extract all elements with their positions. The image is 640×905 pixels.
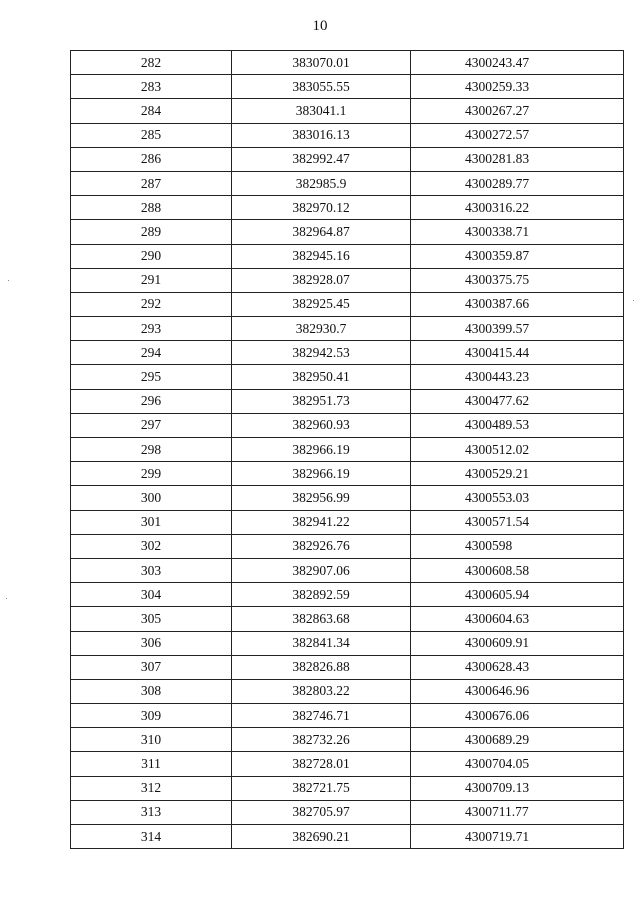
x-coordinate-cell: 382930.7 [232,317,411,341]
table-row [71,123,624,147]
y-coordinate-cell: 4300608.58 [411,558,624,582]
point-number-cell: 301 [71,510,232,534]
point-number-cell: 314 [71,825,232,849]
table-row [71,292,624,316]
x-coordinate-cell: 382985.9 [232,171,411,195]
y-coordinate-cell: 4300711.77 [411,800,624,824]
scan-speck [8,280,9,281]
point-number-cell: 312 [71,776,232,800]
y-coordinate-cell: 4300676.06 [411,704,624,728]
point-number-cell: 284 [71,99,232,123]
point-number-cell: 300 [71,486,232,510]
table-row [71,75,624,99]
table-row [71,365,624,389]
x-coordinate-cell: 382942.53 [232,341,411,365]
y-coordinate-cell: 4300359.87 [411,244,624,268]
point-number-cell: 282 [71,51,232,75]
y-coordinate-cell: 4300259.33 [411,75,624,99]
table-row [71,655,624,679]
x-coordinate-cell: 382732.26 [232,728,411,752]
y-coordinate-cell: 4300267.27 [411,99,624,123]
table-row [71,244,624,268]
table-row [71,776,624,800]
point-number-cell: 283 [71,75,232,99]
table-row [71,607,624,631]
x-coordinate-cell: 383070.01 [232,51,411,75]
x-coordinate-cell: 382926.76 [232,534,411,558]
y-coordinate-cell: 4300571.54 [411,510,624,534]
x-coordinate-cell: 382690.21 [232,825,411,849]
y-coordinate-cell: 4300605.94 [411,583,624,607]
point-number-cell: 304 [71,583,232,607]
y-coordinate-cell: 4300512.02 [411,438,624,462]
y-coordinate-cell: 4300689.29 [411,728,624,752]
table-row [71,147,624,171]
table-row [71,196,624,220]
x-coordinate-cell: 382705.97 [232,800,411,824]
point-number-cell: 311 [71,752,232,776]
y-coordinate-cell: 4300415.44 [411,341,624,365]
point-number-cell: 292 [71,292,232,316]
table-row [71,825,624,849]
point-number-cell: 297 [71,413,232,437]
y-coordinate-cell: 4300646.96 [411,679,624,703]
x-coordinate-cell: 382966.19 [232,438,411,462]
point-number-cell: 291 [71,268,232,292]
table-row [71,413,624,437]
table-row [71,534,624,558]
coordinates-table-body [71,51,624,849]
x-coordinate-cell: 382966.19 [232,462,411,486]
x-coordinate-cell: 382925.45 [232,292,411,316]
x-coordinate-cell: 382721.75 [232,776,411,800]
point-number-cell: 288 [71,196,232,220]
table-row [71,631,624,655]
x-coordinate-cell: 382951.73 [232,389,411,413]
table-row [71,268,624,292]
point-number-cell: 306 [71,631,232,655]
table-row [71,558,624,582]
x-coordinate-cell: 382960.93 [232,413,411,437]
table-row [71,171,624,195]
x-coordinate-cell: 382826.88 [232,655,411,679]
table-row [71,486,624,510]
scan-speck [633,300,634,301]
x-coordinate-cell: 382964.87 [232,220,411,244]
y-coordinate-cell: 4300316.22 [411,196,624,220]
x-coordinate-cell: 382941.22 [232,510,411,534]
point-number-cell: 310 [71,728,232,752]
table-row [71,583,624,607]
point-number-cell: 287 [71,171,232,195]
table-row [71,800,624,824]
x-coordinate-cell: 382746.71 [232,704,411,728]
table-row [71,752,624,776]
y-coordinate-cell: 4300609.91 [411,631,624,655]
x-coordinate-cell: 382728.01 [232,752,411,776]
x-coordinate-cell: 382950.41 [232,365,411,389]
x-coordinate-cell: 382863.68 [232,607,411,631]
y-coordinate-cell: 4300399.57 [411,317,624,341]
point-number-cell: 299 [71,462,232,486]
x-coordinate-cell: 383055.55 [232,75,411,99]
point-number-cell: 302 [71,534,232,558]
y-coordinate-cell: 4300604.63 [411,607,624,631]
point-number-cell: 290 [71,244,232,268]
x-coordinate-cell: 382956.99 [232,486,411,510]
x-coordinate-cell: 382928.07 [232,268,411,292]
table-row [71,510,624,534]
point-number-cell: 305 [71,607,232,631]
point-number-cell: 293 [71,317,232,341]
point-number-cell: 295 [71,365,232,389]
point-number-cell: 308 [71,679,232,703]
point-number-cell: 313 [71,800,232,824]
table-row [71,438,624,462]
y-coordinate-cell: 4300719.71 [411,825,624,849]
x-coordinate-cell: 382992.47 [232,147,411,171]
table-row [71,341,624,365]
y-coordinate-cell: 4300477.62 [411,389,624,413]
x-coordinate-cell: 382841.34 [232,631,411,655]
scan-speck [6,598,7,599]
y-coordinate-cell: 4300709.13 [411,776,624,800]
point-number-cell: 303 [71,558,232,582]
y-coordinate-cell: 4300289.77 [411,171,624,195]
x-coordinate-cell: 382803.22 [232,679,411,703]
y-coordinate-cell: 4300529.21 [411,462,624,486]
x-coordinate-cell: 383016.13 [232,123,411,147]
x-coordinate-cell: 382907.06 [232,558,411,582]
x-coordinate-cell: 382945.16 [232,244,411,268]
point-number-cell: 289 [71,220,232,244]
table-row [71,728,624,752]
y-coordinate-cell: 4300338.71 [411,220,624,244]
table-row [71,220,624,244]
table-row [71,99,624,123]
x-coordinate-cell: 382892.59 [232,583,411,607]
y-coordinate-cell: 4300387.66 [411,292,624,316]
y-coordinate-cell: 4300553.03 [411,486,624,510]
table-row [71,389,624,413]
y-coordinate-cell: 4300489.53 [411,413,624,437]
y-coordinate-cell: 4300281.83 [411,147,624,171]
table-row [71,704,624,728]
point-number-cell: 286 [71,147,232,171]
table-row [71,317,624,341]
y-coordinate-cell: 4300443.23 [411,365,624,389]
point-number-cell: 298 [71,438,232,462]
point-number-cell: 285 [71,123,232,147]
page-number: 10 [312,18,328,34]
y-coordinate-cell: 4300704.05 [411,752,624,776]
table-row [71,51,624,75]
point-number-cell: 294 [71,341,232,365]
y-coordinate-cell: 4300272.57 [411,123,624,147]
point-number-cell: 296 [71,389,232,413]
y-coordinate-cell: 4300598 [411,534,624,558]
y-coordinate-cell: 4300375.75 [411,268,624,292]
x-coordinate-cell: 382970.12 [232,196,411,220]
x-coordinate-cell: 383041.1 [232,99,411,123]
point-number-cell: 309 [71,704,232,728]
table-row [71,462,624,486]
table-row [71,679,624,703]
y-coordinate-cell: 4300243.47 [411,51,624,75]
point-number-cell: 307 [71,655,232,679]
y-coordinate-cell: 4300628.43 [411,655,624,679]
coordinates-table [70,50,624,849]
